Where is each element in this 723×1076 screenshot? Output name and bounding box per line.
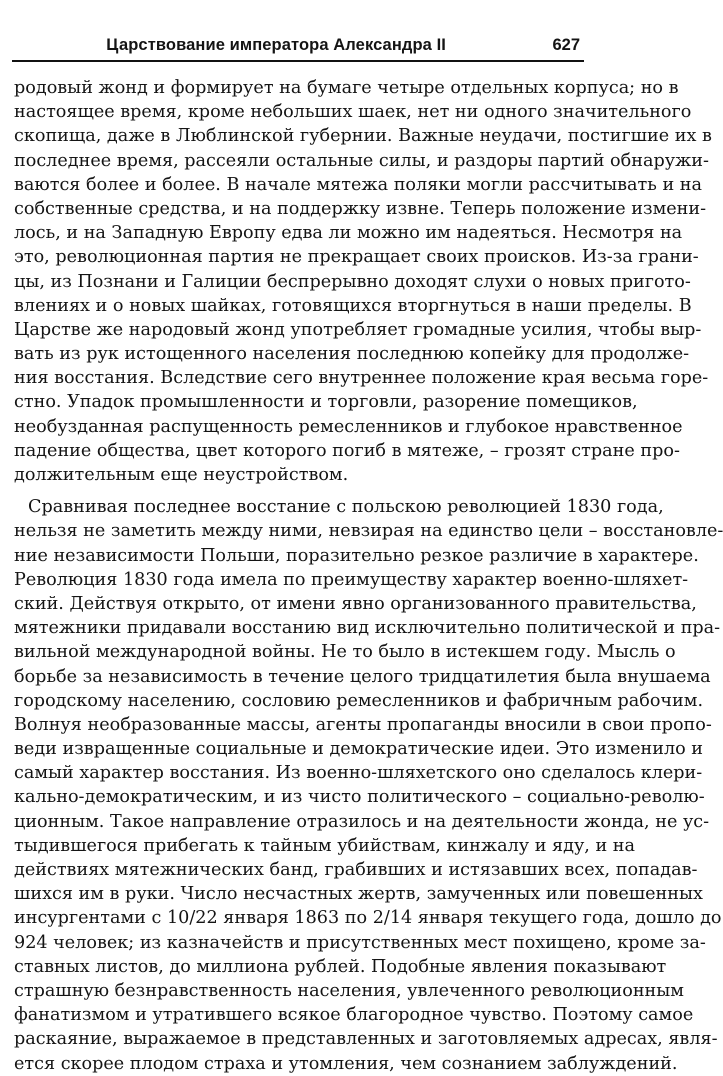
text-line: стно. Упадок промышленности и торговли, разорение помещиков,	[14, 392, 638, 413]
text-line: необузданная распущенность ремесленников и глубокое нравственное	[14, 416, 683, 437]
text-line: городскому населению, сословию ремесленников и фабричным рабочим.	[14, 690, 704, 711]
text-line: инсургентами с 10/22 января 1863 по 2/14 января текущего года, дошло до	[14, 908, 722, 929]
text-line: тыдившегося прибегать к тайным убийствам, кинжалу и яду, и на	[14, 835, 636, 856]
text-line: 924 человек; из казначейств и присутственных мест похищено, кроме за-	[14, 932, 706, 953]
text-line: ваются более и более. В начале мятежа поляки могли рассчитывать и на	[14, 174, 702, 195]
text-line: страшную безнравственность населения, увлеченного революционным	[14, 980, 684, 1001]
text-line: действиях мятежнических банд, грабивших и истязавших всех, попадав-	[14, 860, 698, 880]
text-line: вать из рук истощенного населения последнюю копейку для продолже-	[14, 344, 690, 365]
text-line: ние независимости Польши, поразительно резкое различие в характере.	[14, 545, 699, 566]
text-line: нельзя не заметить между ними, невзирая на единство цели – восстановле-	[14, 521, 723, 542]
text-line: вильной международной войны. Не то было в истекшем году. Мысль о	[14, 642, 676, 663]
text-line: цы, из Познани и Галиции беспрерывно доходят слухи о новых пригото-	[14, 271, 691, 292]
text-line: шихся им в руки. Число несчастных жертв, замученных или повешенных	[14, 884, 703, 905]
text-line: ский. Действуя открыто, от имени явно организованного правительства,	[14, 593, 697, 614]
text-line: должительным еще неустройством.	[14, 465, 349, 485]
text-line: Революция 1830 года имела по преимуществу характер военно-шляхет-	[14, 569, 689, 590]
text-line: ционным. Такое направление отразилось и на деятельности жонда, не ус-	[14, 811, 710, 832]
paragraph-2	[14, 495, 723, 1076]
text-line: раскаяние, выражаемое в представленных и заготовляемых адресах, явля-	[14, 1029, 718, 1050]
text-line: Волнуя необразованные массы, агенты пропаганды вносили в свои пропо-	[14, 714, 712, 735]
text-line: это, революционная партия не прекращает своих происков. Из-за грани-	[14, 247, 699, 268]
text-line: Сравнивая последнее восстание с польскою революцией 1830 года,	[28, 497, 664, 518]
text-line: ния восстания. Вследствие сего внутреннее положение края весьма горе-	[14, 368, 709, 389]
text-line: фанатизмом и утратившего всякое благородное чувство. Поэтому самое	[14, 1005, 694, 1026]
text-line: мятежники придавали восстанию вид исключительно политической и пра-	[14, 618, 721, 639]
running-title: Царствование императора Александра II	[106, 36, 446, 54]
text-line: ставных листов, до миллиона рублей. Подобные явления показывают	[14, 956, 667, 977]
paragraph-gap	[14, 487, 588, 495]
text-line: лось, и на Западную Европу едва ли можно им надеяться. Несмотря на	[14, 223, 683, 244]
text-line: последнее время, рассеяли остальные силы, и раздоры партий обнаружи-	[14, 150, 709, 171]
running-header	[12, 30, 584, 62]
text-line: скопища, даже в Люблинской губернии. Важные неудачи, постигшие их в	[14, 126, 712, 147]
text-line: ется скорее плодом страха и утомления, чем сознанием заблуждений.	[14, 1053, 678, 1074]
text-line: самый характер восстания. Из военно-шляхетского оно сделалось клери-	[14, 763, 703, 784]
paragraph-1	[14, 76, 712, 487]
text-line: настоящее время, кроме небольших шаек, нет ни одного значительного	[14, 102, 692, 123]
text-line: собственные средства, и на поддержку извне. Теперь положение измени-	[14, 198, 707, 219]
text-line: падение общества, цвет которого погиб в мятеже, – грозят стране про-	[14, 440, 680, 461]
text-line: борьбе за независимость в течение целого тридцатилетия была внушаема	[14, 666, 711, 687]
text-line: родовый жонд и формирует на бумаге четыре отдельных корпуса; но в	[14, 78, 679, 98]
text-line: Царстве же народовый жонд употребляет громадные усилия, чтобы выр-	[14, 319, 702, 340]
page-number: 627	[552, 36, 580, 54]
text-line: веди извращенные социальные и демократические идеи. Это изменило и	[14, 739, 704, 760]
text-line: кально-демократическим, и из чисто политического – социально-револю-	[14, 787, 705, 808]
text-line: влениях и о новых шайках, готовящихся вторгнуться в наши пределы. В	[14, 295, 692, 316]
body-text	[14, 76, 723, 1076]
